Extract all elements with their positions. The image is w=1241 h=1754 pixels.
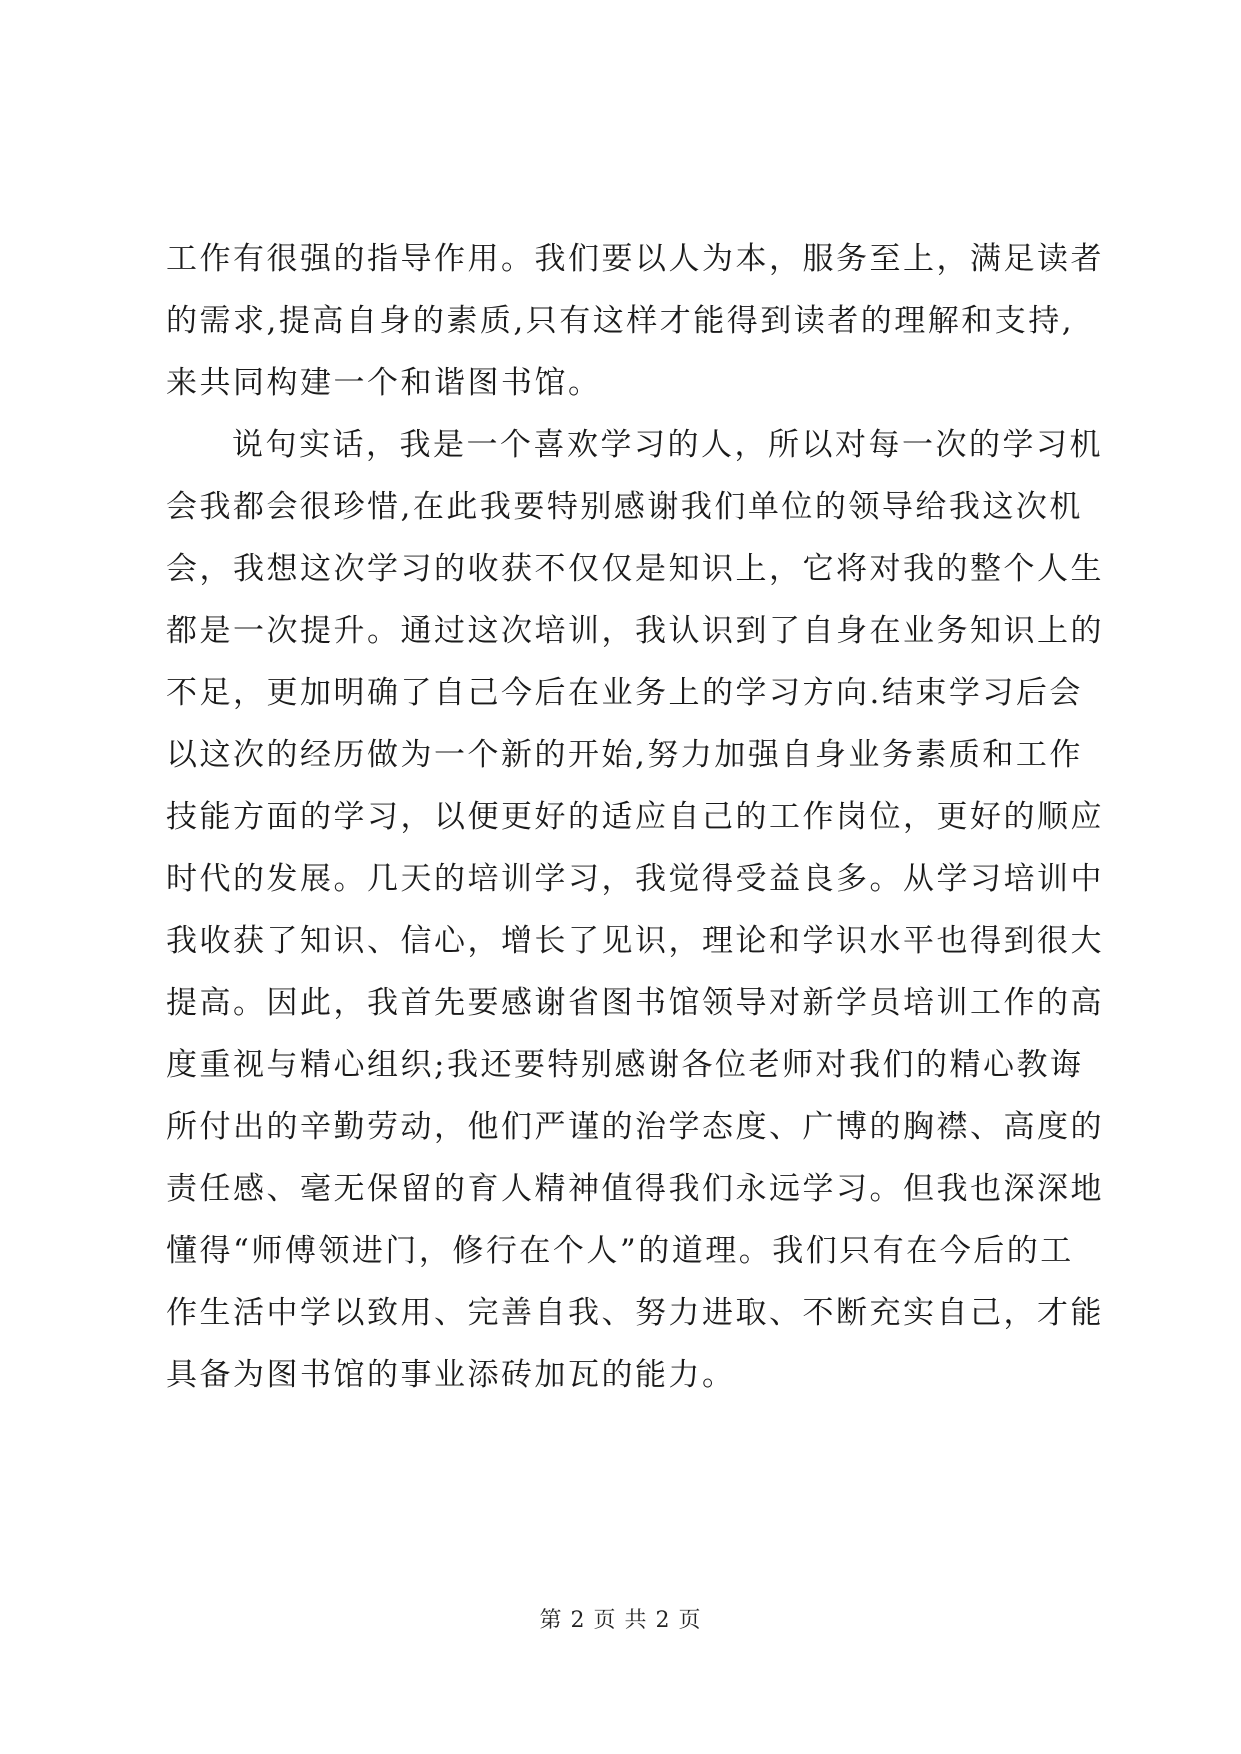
paragraph-2-line-2: 会我都会很珍惜,在此我要特别感谢我们单位的领导给我这次机 [166, 489, 1083, 525]
paragraph-2-line-13: 责任感、毫无保留的育人精神值得我们永远学习。但我也深深地 [166, 1171, 1104, 1207]
paragraph-2-line-8: 时代的发展。几天的培训学习，我觉得受益良多。从学习培训中 [166, 861, 1104, 897]
page-number-footer: 第 2 页 共 2 页 [539, 1608, 702, 1633]
paragraph-2-line-9: 我收获了知识、信心，增长了见识，理论和学识水平也得到很大 [166, 923, 1104, 959]
paragraph-2-line-10: 提高。因此，我首先要感谢省图书馆领导对新学员培训工作的高 [166, 985, 1104, 1021]
paragraph-2-line-11: 度重视与精心组织;我还要特别感谢各位老师对我们的精心教诲 [166, 1047, 1084, 1083]
paragraph-1-line-1: 工作有很强的指导作用。我们要以人为本，服务至上，满足读者 [166, 241, 1104, 277]
paragraph-2-line-15: 作生活中学以致用、完善自我、努力进取、不断充实自己，才能 [166, 1295, 1104, 1331]
paragraph-2-line-16: 具备为图书馆的事业添砖加瓦的能力。 [166, 1357, 736, 1393]
paragraph-2-line-14: 懂得“师傅领进门，修行在个人”的道理。我们只有在今后的工 [166, 1233, 1074, 1269]
paragraph-2-line-3: 会，我想这次学习的收获不仅仅是知识上，它将对我的整个人生 [166, 551, 1104, 587]
paragraph-2-line-7: 技能方面的学习，以便更好的适应自己的工作岗位，更好的顺应 [166, 799, 1104, 835]
paragraph-1-line-2: 的需求,提高自身的素质,只有这样才能得到读者的理解和支持, [166, 303, 1075, 339]
paragraph-1-line-3: 来共同构建一个和谐图书馆。 [166, 365, 602, 401]
paragraph-2-line-12: 所付出的辛勤劳动，他们严谨的治学态度、广博的胸襟、高度的 [166, 1109, 1104, 1145]
paragraph-2-line-4: 都是一次提升。通过这次培训，我认识到了自身在业务知识上的 [166, 613, 1104, 649]
paragraph-2-line-1: 说句实话，我是一个喜欢学习的人，所以对每一次的学习机 [232, 427, 1103, 463]
document-body [166, 228, 1104, 1406]
paragraph-2-line-6: 以这次的经历做为一个新的开始,努力加强自身业务素质和工作 [166, 737, 1083, 773]
paragraph-2-line-5: 不足，更加明确了自己今后在业务上的学习方向.结束学习后会 [166, 675, 1083, 711]
